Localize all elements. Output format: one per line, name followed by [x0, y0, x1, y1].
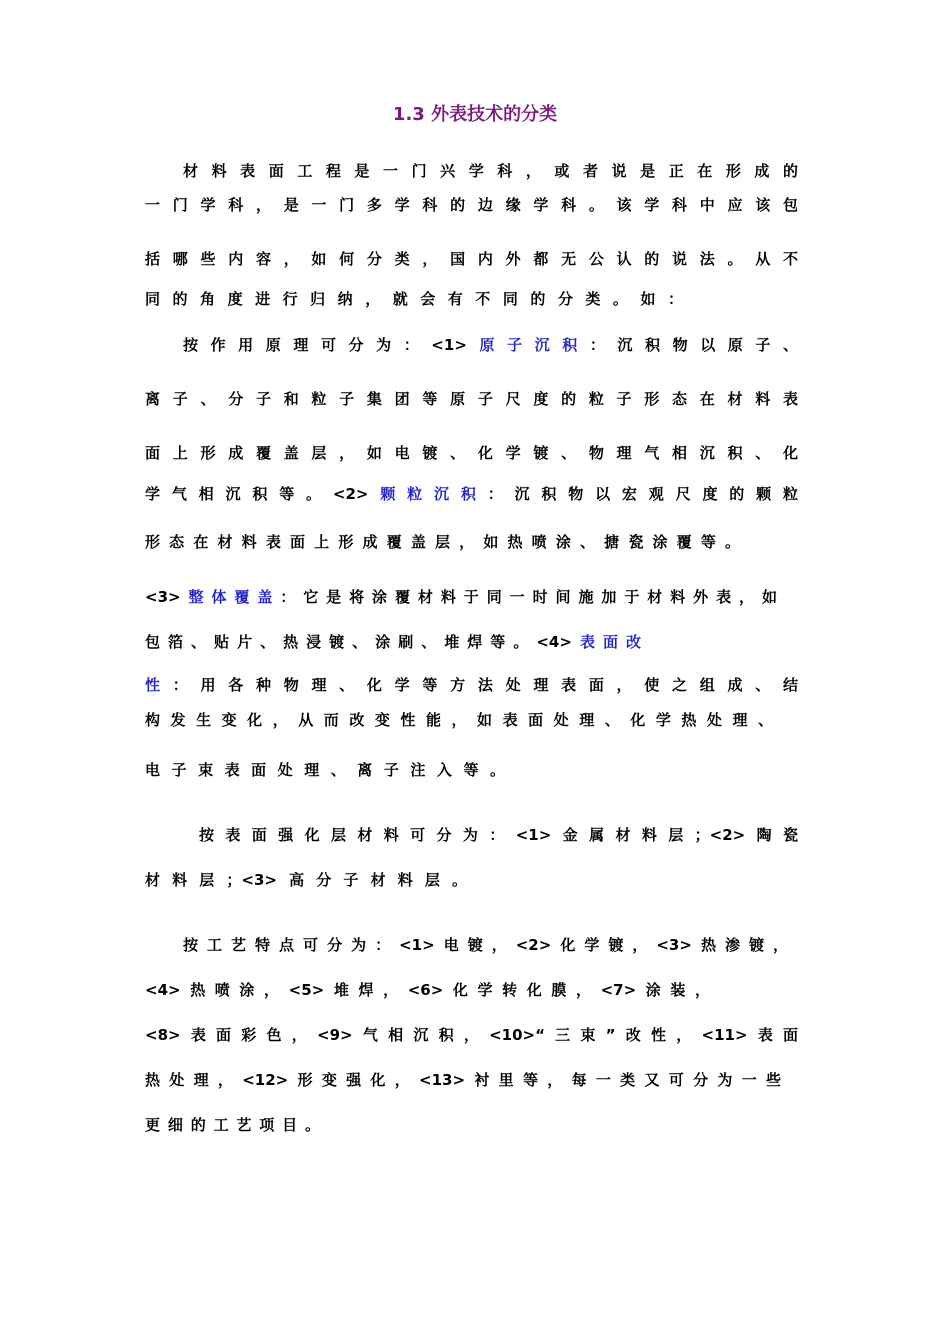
- text-segment: ：沉积物以宏观尺度的颗粒: [487, 485, 798, 503]
- text-segment: <3>: [145, 588, 181, 606]
- paragraph-line: 同的角度进行归纳，就会有不同的分类。如：: [145, 290, 683, 308]
- paragraph-line: 形态在材料表面上形成覆盖层，如热喷涂、搪瓷涂覆等。: [145, 533, 740, 551]
- text-segment: 按作用原理可分为：<1>: [183, 336, 467, 354]
- paragraph-line: [183, 333, 798, 357]
- paragraph-line: 构发生变化，从而改变性能，如表面处理、化学热处理、: [145, 711, 773, 729]
- text-segment: 包箔、贴片、热浸镀、涂刷、堆焊等。<4>: [145, 633, 572, 651]
- text-segment: ：它是将涂覆材料于同一时间施加于材料外表，如: [280, 588, 777, 606]
- page-title: 1.3 外表技术的分类: [392, 104, 558, 125]
- paragraph-line: <8>表面彩色，<9>气相沉积，<10>“三束”改性，<11>表面: [145, 1026, 798, 1044]
- term-surface-modification-end: 性: [145, 676, 173, 694]
- text-segment: ：用各种物理、化学等方法处理表面，使之组成、结: [172, 676, 798, 694]
- paragraph-line: 按表面强化层材料可分为：<1>金属材料层；<2>陶瓷: [199, 826, 798, 844]
- term-atomic-deposition: 原子沉积: [466, 336, 590, 354]
- text-segment: ：沉积物以原子、: [589, 336, 798, 354]
- paragraph-line: 面上形成覆盖层，如电镀、化学镀、物理气相沉积、化: [145, 444, 798, 462]
- term-particle-deposition: 颗粒沉积: [368, 485, 488, 503]
- paragraph-line: 材料层；<3>高分子材料层。: [145, 871, 467, 889]
- paragraph-line: 按工艺特点可分为：<1>电镀，<2>化学镀，<3>热渗镀，: [183, 936, 788, 954]
- paragraph-line: [145, 585, 777, 609]
- paragraph-line: [145, 673, 798, 697]
- paragraph-line: 更细的工艺项目。: [145, 1116, 320, 1134]
- paragraph-line: <4>热喷涂，<5>堆焊，<6>化学转化膜，<7>涂装，: [145, 981, 710, 999]
- paragraph-line: [145, 630, 641, 654]
- paragraph-line: 一门学科，是一门多学科的边缘学科。该学科中应该包: [145, 196, 798, 214]
- paragraph-line: 括哪些内容，如何分类，国内外都无公认的说法。从不: [145, 250, 798, 268]
- term-surface-modification: 表面改: [571, 633, 641, 651]
- paragraph-line: 热处理，<12>形变强化，<13>衬里等，每一类又可分为一些: [145, 1071, 781, 1089]
- text-segment: 学气相沉积等。<2>: [145, 485, 369, 503]
- paragraph-line: 电子束表面处理、离子注入等。: [145, 761, 505, 779]
- term-overall-coating: 整体覆盖: [180, 588, 281, 606]
- paragraph-line: [145, 482, 798, 506]
- paragraph-line: 材料表面工程是一门兴学科，或者说是正在形成的: [183, 162, 798, 180]
- paragraph-line: 离子、分子和粒子集团等原子尺度的粒子形态在材料表: [145, 390, 798, 408]
